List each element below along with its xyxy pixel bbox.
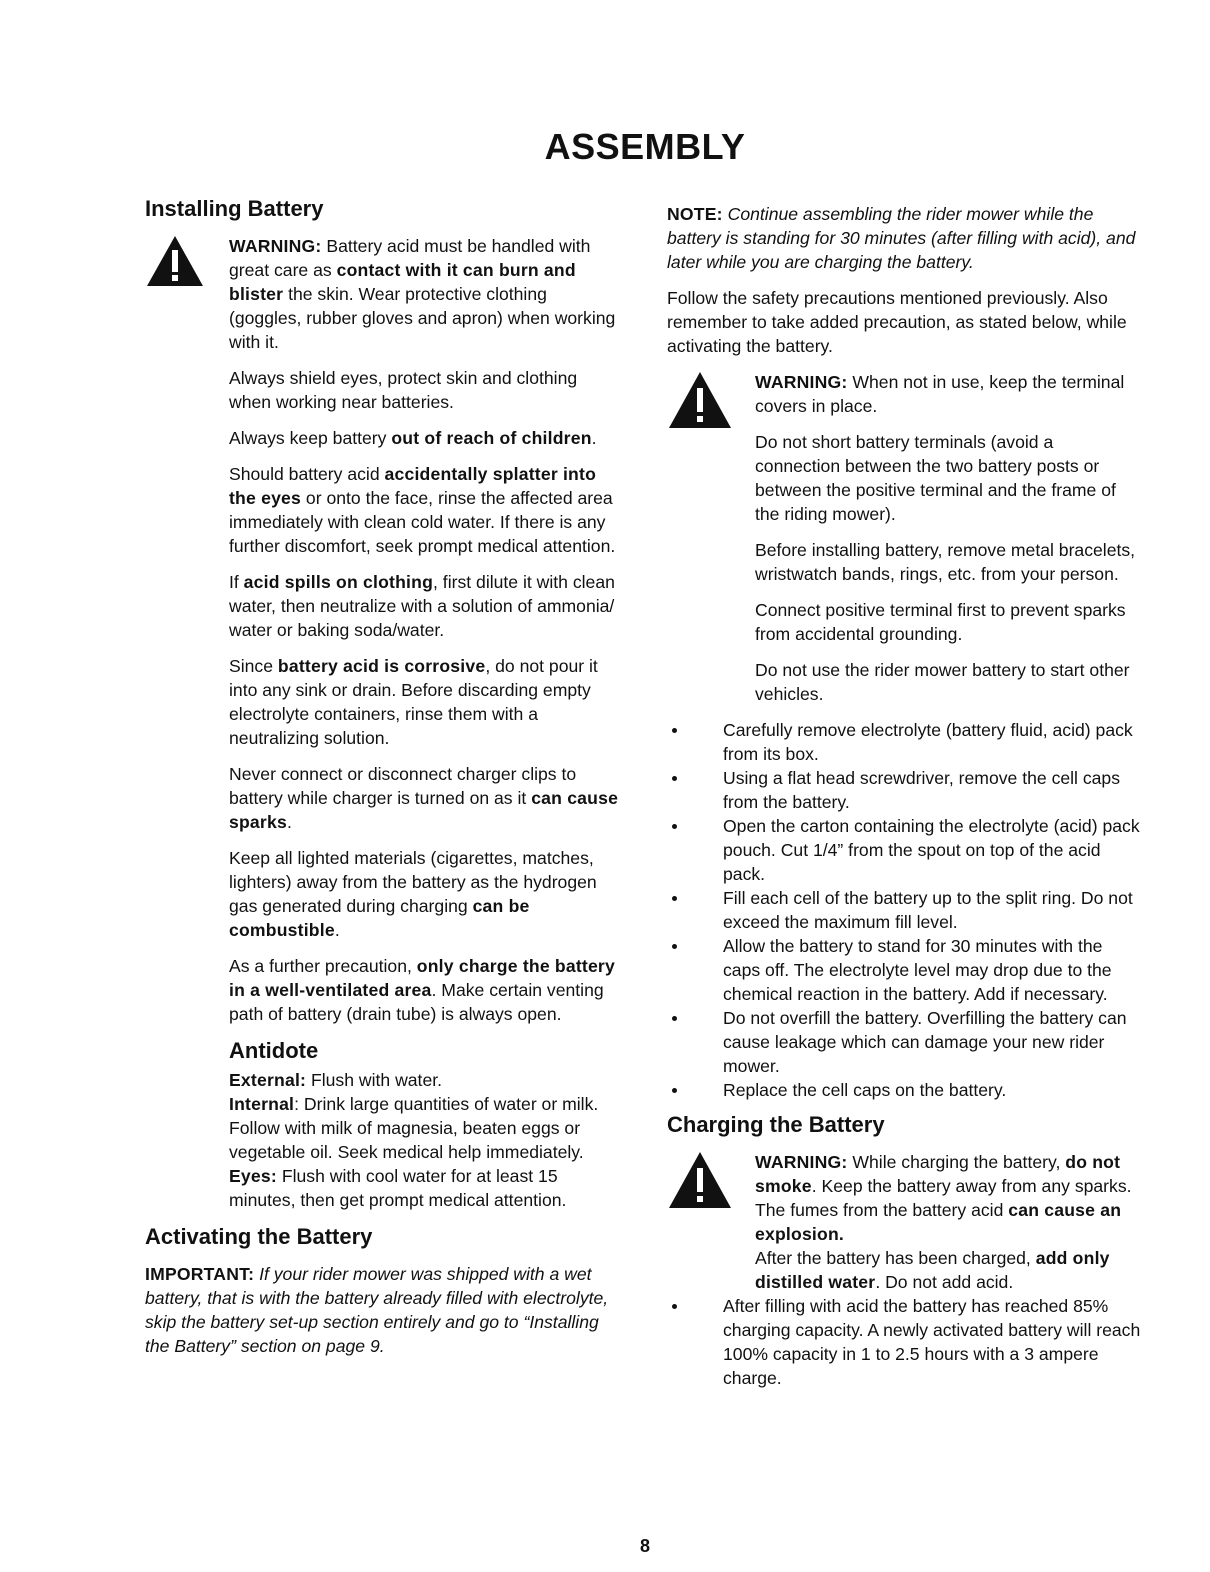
installing-warning (145, 234, 620, 366)
list-item: Open the carton containing the electrolyte (acid) pack pouch. Cut 1/4” from the spout on top of the acid pack. (667, 814, 1142, 886)
paragraph: Always shield eyes, protect skin and clothing when working near batteries. (229, 368, 578, 412)
important-note: IMPORTANT: If your rider mower was shipped with a wet battery, that is with the battery already filled with electrolyte, skip the battery set-up section entirely and go to “Installing the Battery” section on page 9. (145, 1264, 609, 1356)
paragraph: Do not use the rider mower battery to start other vehicles. (755, 660, 1130, 704)
paragraph: Keep all lighted materials (cigarettes, matches, lighters) away from the battery as the hydrogen gas generated during charging can be combustible. (229, 848, 597, 940)
list-item: Fill each cell of the battery up to the split ring. Do not exceed the maximum fill level. (667, 886, 1142, 934)
paragraph: Before installing battery, remove metal bracelets, wristwatch bands, rings, etc. from your person. (755, 540, 1136, 584)
list-item: Carefully remove electrolyte (battery fluid, acid) pack from its box. (667, 718, 1142, 766)
list-item: After filling with acid the battery has reached 85% charging capacity. A newly activated battery will reach 100% capacity in 1 to 2.5 hours with a 3 ampere charge. (667, 1294, 1142, 1390)
paragraph: Never connect or disconnect charger clips to battery while charger is turned on as it can cause sparks. (229, 764, 619, 832)
installing-warning-text: WARNING: Battery acid must be handled with great care as contact with it can burn and blister the skin. Wear protective clothing (goggles, rubber gloves and apron) when working with it. (229, 236, 616, 352)
page-number: 8 (639, 1536, 650, 1556)
paragraph: Since battery acid is corrosive, do not pour it into any sink or drain. Before discarding empty electrolyte containers, rinse them with a neutralizing solution. (229, 656, 598, 748)
terminal-warning (667, 370, 1142, 430)
list-item: Allow the battery to stand for 30 minutes with the caps off. The electrolyte level may drop due to the chemical reaction in the battery. Add if necessary. (667, 934, 1142, 1006)
activation-steps-list (667, 718, 1142, 1102)
paragraph: Do not short battery terminals (avoid a connection between the two battery posts or between the positive terminal and the frame of the riding mower). (755, 432, 1116, 524)
warning-triangle-icon (145, 234, 229, 288)
left-column (145, 196, 620, 1370)
warning-triangle-icon (667, 370, 755, 430)
paragraph: As a further precaution, only charge the battery in a well-ventilated area. Make certain venting path of battery (drain tube) is always open. (229, 956, 615, 1024)
paragraph: Always keep battery out of reach of children. (229, 428, 597, 448)
charging-warning (667, 1150, 1142, 1294)
charging-battery-heading: Charging the Battery (667, 1112, 885, 1137)
antidote-text: External: Flush with water. Internal: Drink large quantities of water or milk. Follow with milk of magnesia, beaten eggs or vegetable oil. Seek medical help immediately. Eyes: Flush with cool water for at least 15 minutes, then get prompt medical attention. (229, 1070, 599, 1210)
terminal-warning-text: WARNING: When not in use, keep the terminal covers in place. (755, 372, 1125, 416)
paragraph: Connect positive terminal first to prevent sparks from accidental grounding. (755, 600, 1126, 644)
antidote-heading: Antidote (229, 1038, 319, 1063)
list-item: Replace the cell caps on the battery. (667, 1078, 1142, 1102)
paragraph: Follow the safety precautions mentioned previously. Also remember to take added precaution, as stated below, while activating the battery. (667, 288, 1127, 356)
paragraph: If acid spills on clothing, first dilute it with clean water, then neutralize with a solution of ammonia/ water or baking soda/water. (229, 572, 615, 640)
warning-triangle-icon (667, 1150, 755, 1210)
warning-label: WARNING: (229, 236, 322, 256)
list-item: Using a flat head screwdriver, remove the cell caps from the battery. (667, 766, 1142, 814)
activating-battery-heading: Activating the Battery (145, 1224, 373, 1249)
list-item: Do not overfill the battery. Overfilling the battery can cause leakage which can damage your new rider mower. (667, 1006, 1142, 1078)
installing-battery-heading: Installing Battery (145, 196, 324, 221)
note-paragraph: NOTE: Continue assembling the rider mower while the battery is standing for 30 minutes (after filling with acid), and later while you are charging the battery. (667, 204, 1136, 272)
paragraph: Should battery acid accidentally splatter into the eyes or onto the face, rinse the affected area immediately with clean cold water. If there is any further discomfort, seek prompt medical attention. (229, 464, 616, 556)
right-column (667, 202, 1142, 1400)
page-title: ASSEMBLY (544, 126, 746, 167)
charging-warning-text: WARNING: While charging the battery, do not smoke. Keep the battery away from any sparks. The fumes from the battery acid can cause an explosion. After the battery has been charged, add only distilled water. Do not add acid. (755, 1152, 1132, 1292)
charging-list (667, 1294, 1142, 1390)
